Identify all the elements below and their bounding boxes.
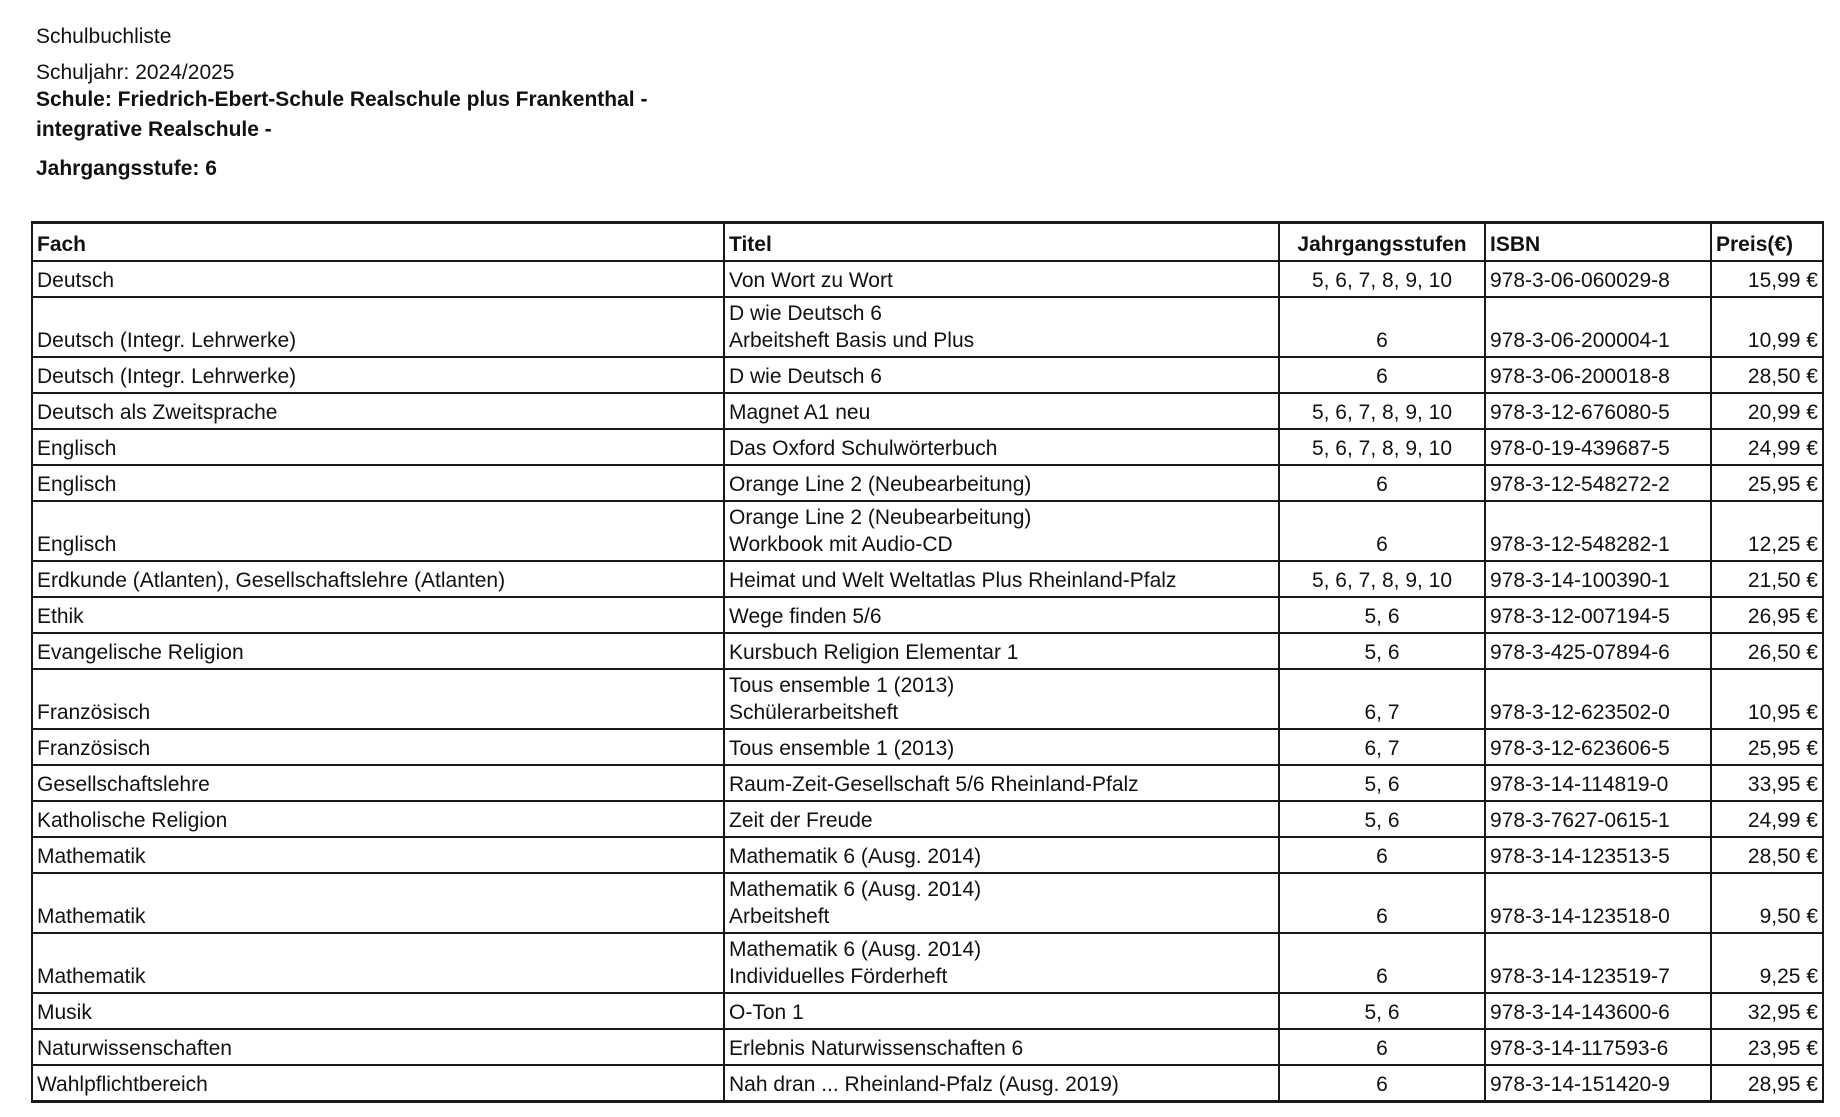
cell-fach: Gesellschaftslehre (32, 765, 724, 801)
table-row (32, 933, 1823, 993)
title-line: Orange Line 2 (Neubearbeitung) (729, 473, 1032, 496)
cell-titel (724, 297, 1279, 357)
title-line: Mathematik 6 (Ausg. 2014) (729, 878, 982, 901)
cell-jahrgangsstufen: 5, 6, 7, 8, 9, 10 (1279, 561, 1485, 597)
table-row (32, 993, 1823, 1029)
cell-titel (724, 801, 1279, 837)
cell-isbn: 978-0-19-439687-5 (1485, 429, 1711, 465)
document-title: Schulbuchliste (36, 25, 172, 48)
title-line: Tous ensemble 1 (2013) (729, 737, 955, 760)
cell-preis: 28,95 € (1711, 1065, 1823, 1101)
cell-jahrgangsstufen: 5, 6, 7, 8, 9, 10 (1279, 393, 1485, 429)
cell-titel (724, 669, 1279, 729)
cell-preis: 26,50 € (1711, 633, 1823, 669)
cell-isbn: 978-3-14-151420-9 (1485, 1065, 1711, 1101)
cell-isbn: 978-3-14-114819-0 (1485, 765, 1711, 801)
title-line: Zeit der Freude (729, 809, 873, 832)
cell-titel (724, 501, 1279, 561)
table-row (32, 561, 1823, 597)
cell-fach: Evangelische Religion (32, 633, 724, 669)
cell-fach: Mathematik (32, 873, 724, 933)
cell-titel (724, 1029, 1279, 1065)
cell-preis: 9,25 € (1711, 933, 1823, 993)
cell-preis: 21,50 € (1711, 561, 1823, 597)
table-row (32, 633, 1823, 669)
school-year: Schuljahr: 2024/2025 (36, 61, 235, 84)
column-header-preis: Preis(€) (1711, 223, 1823, 262)
cell-jahrgangsstufen: 6, 7 (1279, 669, 1485, 729)
cell-titel (724, 633, 1279, 669)
cell-isbn: 978-3-06-200018-8 (1485, 357, 1711, 393)
cell-preis: 26,95 € (1711, 597, 1823, 633)
cell-titel (724, 261, 1279, 297)
cell-titel (724, 357, 1279, 393)
title-line: Mathematik 6 (Ausg. 2014) (729, 845, 982, 868)
header-row (32, 223, 1823, 262)
cell-jahrgangsstufen: 6 (1279, 1029, 1485, 1065)
title-line: Raum-Zeit-Gesellschaft 5/6 Rheinland-Pfalz (729, 773, 1139, 796)
cell-isbn: 978-3-14-100390-1 (1485, 561, 1711, 597)
cell-fach: Englisch (32, 465, 724, 501)
cell-jahrgangsstufen: 6, 7 (1279, 729, 1485, 765)
school-name-line-1: Schule: Friedrich-Ebert-Schule Realschule plus Frankenthal - (36, 88, 648, 111)
cell-fach: Englisch (32, 501, 724, 561)
cell-jahrgangsstufen: 6 (1279, 933, 1485, 993)
cell-isbn: 978-3-12-623606-5 (1485, 729, 1711, 765)
cell-titel (724, 597, 1279, 633)
cell-titel (724, 837, 1279, 873)
cell-fach: Französisch (32, 669, 724, 729)
title-subline: Schülerarbeitsheft (729, 701, 899, 724)
title-subline: Workbook mit Audio-CD (729, 533, 953, 556)
table-row (32, 297, 1823, 357)
title-line: Wege finden 5/6 (729, 605, 882, 628)
cell-fach: Wahlpflichtbereich (32, 1065, 724, 1101)
cell-isbn: 978-3-06-060029-8 (1485, 261, 1711, 297)
table-row (32, 393, 1823, 429)
cell-jahrgangsstufen: 6 (1279, 357, 1485, 393)
cell-isbn: 978-3-14-123518-0 (1485, 873, 1711, 933)
cell-preis: 9,50 € (1711, 873, 1823, 933)
cell-titel (724, 765, 1279, 801)
table-header (32, 223, 1823, 262)
cell-fach: Englisch (32, 429, 724, 465)
cell-preis: 25,95 € (1711, 729, 1823, 765)
table-row (32, 837, 1823, 873)
title-subline: Arbeitsheft (729, 905, 830, 928)
cell-fach: Deutsch (Integr. Lehrwerke) (32, 297, 724, 357)
cell-fach: Naturwissenschaften (32, 1029, 724, 1065)
cell-jahrgangsstufen: 5, 6 (1279, 765, 1485, 801)
title-line: Magnet A1 neu (729, 401, 871, 424)
cell-preis: 33,95 € (1711, 765, 1823, 801)
title-line: O-Ton 1 (729, 1001, 804, 1024)
cell-isbn: 978-3-12-676080-5 (1485, 393, 1711, 429)
column-header-fach: Fach (32, 223, 724, 262)
title-line: Das Oxford Schulwörterbuch (729, 437, 998, 460)
title-line: Von Wort zu Wort (729, 269, 893, 292)
cell-jahrgangsstufen: 6 (1279, 1065, 1485, 1101)
cell-jahrgangsstufen: 6 (1279, 297, 1485, 357)
booklist-table (31, 221, 1824, 1103)
title-line: Heimat und Welt Weltatlas Plus Rheinland-Pfalz (729, 569, 1177, 592)
cell-fach: Mathematik (32, 837, 724, 873)
cell-jahrgangsstufen: 5, 6 (1279, 993, 1485, 1029)
cell-titel (724, 729, 1279, 765)
title-line: Orange Line 2 (Neubearbeitung) (729, 506, 1032, 529)
cell-preis: 20,99 € (1711, 393, 1823, 429)
cell-preis: 24,99 € (1711, 429, 1823, 465)
cell-isbn: 978-3-14-123519-7 (1485, 933, 1711, 993)
cell-preis: 25,95 € (1711, 465, 1823, 501)
cell-preis: 12,25 € (1711, 501, 1823, 561)
title-line: Erlebnis Naturwissenschaften 6 (729, 1037, 1024, 1060)
cell-titel (724, 429, 1279, 465)
title-subline: Arbeitsheft Basis und Plus (729, 329, 975, 352)
cell-preis: 28,50 € (1711, 837, 1823, 873)
table-row (32, 801, 1823, 837)
table-row (32, 597, 1823, 633)
table-row (32, 357, 1823, 393)
cell-isbn: 978-3-06-200004-1 (1485, 297, 1711, 357)
cell-titel (724, 561, 1279, 597)
cell-titel (724, 1065, 1279, 1101)
title-subline: Individuelles Förderheft (729, 965, 948, 988)
title-line: Mathematik 6 (Ausg. 2014) (729, 938, 982, 961)
title-line: D wie Deutsch 6 (729, 302, 882, 325)
cell-titel (724, 933, 1279, 993)
cell-titel (724, 993, 1279, 1029)
column-header-isbn: ISBN (1485, 223, 1711, 262)
cell-titel (724, 393, 1279, 429)
cell-jahrgangsstufen: 5, 6 (1279, 633, 1485, 669)
cell-fach: Deutsch (32, 261, 724, 297)
table-row (32, 261, 1823, 297)
cell-isbn: 978-3-12-548272-2 (1485, 465, 1711, 501)
cell-isbn: 978-3-12-548282-1 (1485, 501, 1711, 561)
table-row (32, 1029, 1823, 1065)
cell-jahrgangsstufen: 6 (1279, 873, 1485, 933)
cell-preis: 32,95 € (1711, 993, 1823, 1029)
title-line: Nah dran ... Rheinland-Pfalz (Ausg. 2019) (729, 1072, 1119, 1096)
cell-jahrgangsstufen: 5, 6 (1279, 801, 1485, 837)
title-line: D wie Deutsch 6 (729, 365, 882, 388)
cell-preis: 10,95 € (1711, 669, 1823, 729)
cell-titel (724, 465, 1279, 501)
cell-preis: 23,95 € (1711, 1029, 1823, 1065)
cell-fach: Katholische Religion (32, 801, 724, 837)
cell-fach: Erdkunde (Atlanten), Gesellschaftslehre (Atlanten) (32, 561, 724, 597)
table-row (32, 873, 1823, 933)
cell-jahrgangsstufen: 5, 6 (1279, 597, 1485, 633)
cell-preis: 15,99 € (1711, 261, 1823, 297)
cell-isbn: 978-3-14-143600-6 (1485, 993, 1711, 1029)
cell-fach: Deutsch (Integr. Lehrwerke) (32, 357, 724, 393)
cell-isbn: 978-3-12-623502-0 (1485, 669, 1711, 729)
table-row (32, 429, 1823, 465)
school-name-line-2: integrative Realschule - (36, 118, 272, 141)
cell-fach: Mathematik (32, 933, 724, 993)
cell-preis: 28,50 € (1711, 357, 1823, 393)
cell-titel (724, 873, 1279, 933)
cell-jahrgangsstufen: 6 (1279, 465, 1485, 501)
cell-fach: Ethik (32, 597, 724, 633)
table-body (32, 261, 1823, 1101)
cell-isbn: 978-3-7627-0615-1 (1485, 801, 1711, 837)
cell-isbn: 978-3-14-117593-6 (1485, 1029, 1711, 1065)
title-line: Tous ensemble 1 (2013) (729, 674, 955, 697)
cell-preis: 24,99 € (1711, 801, 1823, 837)
cell-isbn: 978-3-12-007194-5 (1485, 597, 1711, 633)
cell-fach: Deutsch als Zweitsprache (32, 393, 724, 429)
column-header-titel: Titel (724, 223, 1279, 262)
cell-isbn: 978-3-425-07894-6 (1485, 633, 1711, 669)
table-row (32, 729, 1823, 765)
cell-jahrgangsstufen: 6 (1279, 501, 1485, 561)
cell-jahrgangsstufen: 6 (1279, 837, 1485, 873)
grade-level: Jahrgangsstufe: 6 (36, 157, 217, 180)
column-header-jahrgangsstufen: Jahrgangsstufen (1279, 223, 1485, 262)
table-row (32, 465, 1823, 501)
cell-fach: Musik (32, 993, 724, 1029)
title-line: Kursbuch Religion Elementar 1 (729, 641, 1019, 664)
cell-preis: 10,99 € (1711, 297, 1823, 357)
table-row (32, 1065, 1823, 1101)
cell-fach: Französisch (32, 729, 724, 765)
table-row (32, 501, 1823, 561)
table-row (32, 669, 1823, 729)
cell-isbn: 978-3-14-123513-5 (1485, 837, 1711, 873)
table-row (32, 765, 1823, 801)
cell-jahrgangsstufen: 5, 6, 7, 8, 9, 10 (1279, 429, 1485, 465)
cell-jahrgangsstufen: 5, 6, 7, 8, 9, 10 (1279, 261, 1485, 297)
